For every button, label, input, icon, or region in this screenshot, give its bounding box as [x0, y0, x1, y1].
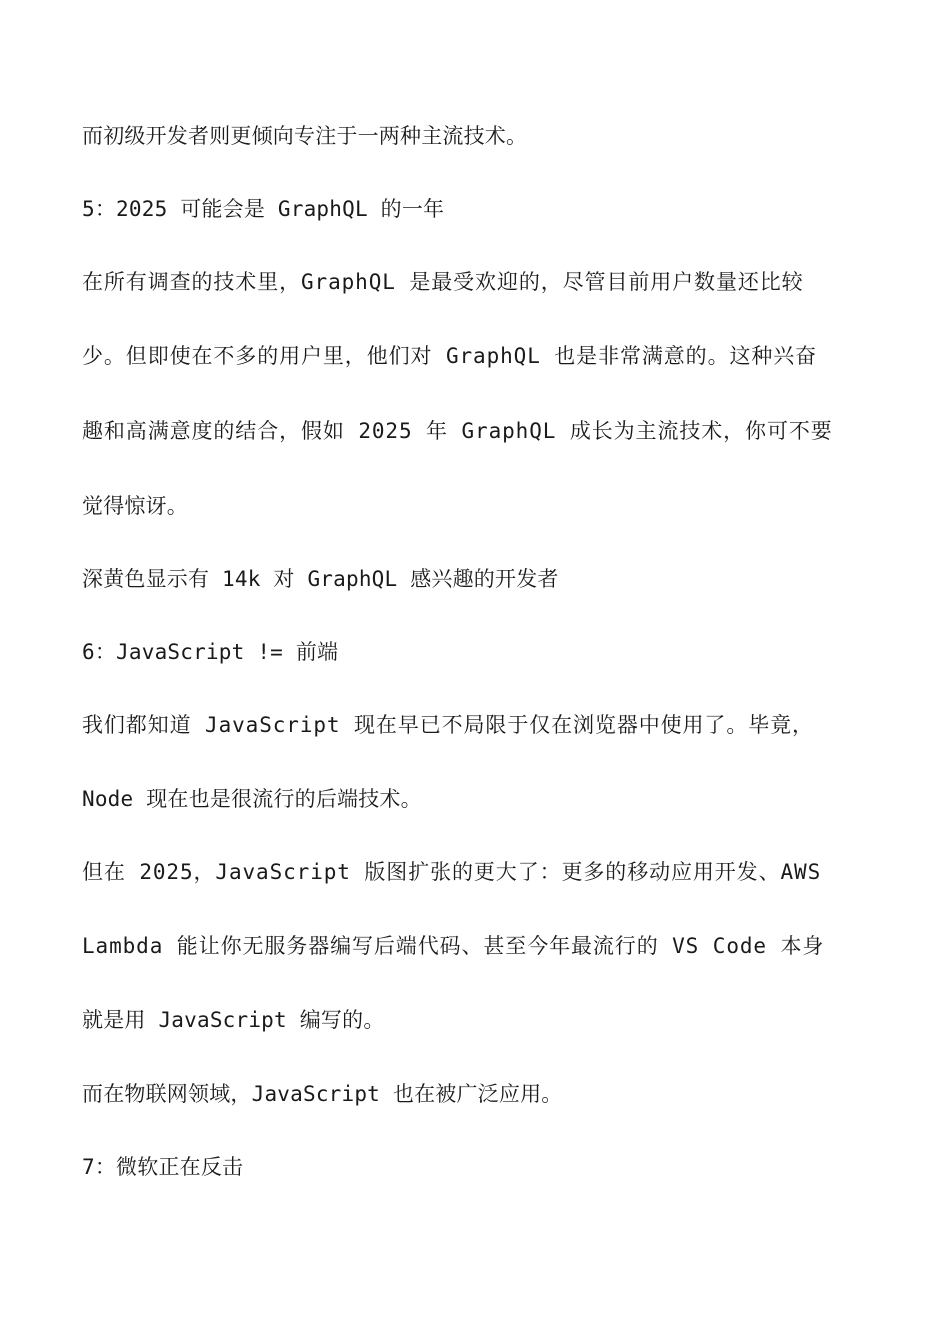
paragraph-line: 趣和高满意度的结合，假如 2025 年 GraphQL 成长为主流技术，你可不要: [82, 419, 833, 443]
paragraph-line: 我们都知道 JavaScript 现在早已不局限于仅在浏览器中使用了。毕竟，: [82, 713, 814, 737]
paragraph-line: 但在 2025，JavaScript 版图扩张的更大了：更多的移动应用开发、AWS: [82, 860, 822, 884]
paragraph-line: Node 现在也是很流行的后端技术。: [82, 787, 422, 811]
paragraph-line: Lambda 能让你无服务器编写后端代码、甚至今年最流行的 VS Code 本身: [82, 934, 825, 958]
section-heading-7: 7：微软正在反击: [82, 1155, 244, 1179]
image-caption: 深黄色显示有 14k 对 GraphQL 感兴趣的开发者: [82, 567, 559, 591]
section-heading-6: 6：JavaScript != 前端: [82, 640, 339, 664]
paragraph-line: 少。但即使在不多的用户里，他们对 GraphQL 也是非常满意的。这种兴奋: [82, 344, 818, 368]
section-heading-5: 5：2025 可能会是 GraphQL 的一年: [82, 197, 445, 221]
paragraph-line: 在所有调查的技术里，GraphQL 是最受欢迎的，尽管目前用户数量还比较: [82, 270, 804, 294]
paragraph-line: 就是用 JavaScript 编写的。: [82, 1008, 385, 1032]
paragraph-line: 觉得惊讶。: [82, 494, 188, 518]
paragraph-line: 而在物联网领域，JavaScript 也在被广泛应用。: [82, 1082, 563, 1106]
paragraph-line: 而初级开发者则更倾向专注于一两种主流技术。: [82, 124, 528, 148]
